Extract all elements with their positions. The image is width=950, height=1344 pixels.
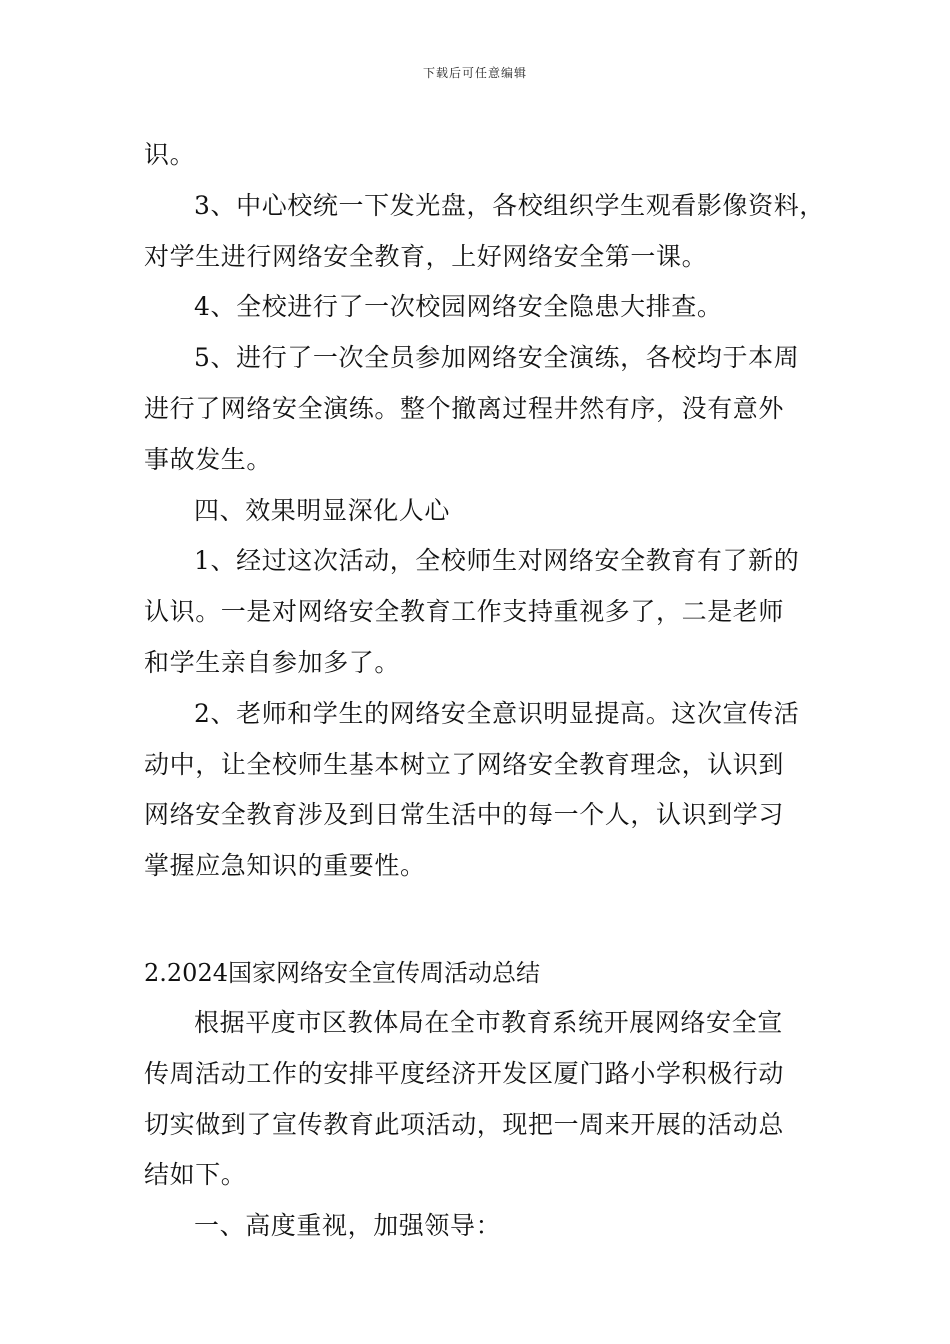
section-title: 2.2024国家网络安全宣传周活动总结 [144, 958, 540, 987]
text-line: 结如下。 [144, 1160, 247, 1190]
page-header: 下载后可任意编辑 [422, 66, 527, 80]
section-gap [144, 892, 810, 948]
text-line: 传周活动工作的安排平度经济开发区厦门路小学积极行动 [144, 1058, 785, 1088]
document-body [144, 130, 825, 1252]
text-line: 掌握应急知识的重要性。 [144, 851, 426, 881]
text-line: 2、老师和学生的网络安全意识明显提高。这次宣传活 [194, 698, 800, 728]
text-line: 识。 [144, 140, 196, 169]
text-line: 1、经过这次活动，全校师生对网络安全教育有了新的 [194, 546, 800, 576]
text-line: 根据平度市区教体局在全市教育系统开展网络安全宣 [194, 1007, 783, 1037]
text-line: 网络安全教育涉及到日常生活中的每一个人，认识到学习 [144, 800, 785, 830]
text-line: 3、中心校统一下发光盘，各校组织学生观看影像资料， [194, 190, 825, 220]
text-line: 进行了网络安全演练。整个撤离过程井然有序，没有意外 [144, 393, 785, 423]
section-heading: 四、效果明显深化人心 [194, 495, 451, 525]
text-line: 对学生进行网络安全教育，上好网络安全第一课。 [144, 241, 708, 271]
text-line: 认识。一是对网络安全教育工作支持重视多了，二是老师 [144, 597, 785, 627]
section-heading: 一、高度重视，加强领导： [194, 1211, 502, 1241]
text-line: 5、进行了一次全员参加网络安全演练，各校均于本周 [194, 343, 800, 373]
text-line: 4、全校进行了一次校园网络安全隐患大排查。 [194, 292, 723, 322]
text-line: 事故发生。 [144, 444, 273, 474]
text-line: 和学生亲自参加多了。 [144, 647, 401, 677]
text-line: 切实做到了宣传教育此项活动，现把一周来开展的活动总 [144, 1109, 785, 1139]
text-line: 动中，让全校师生基本树立了网络安全教育理念，认识到 [144, 749, 785, 779]
